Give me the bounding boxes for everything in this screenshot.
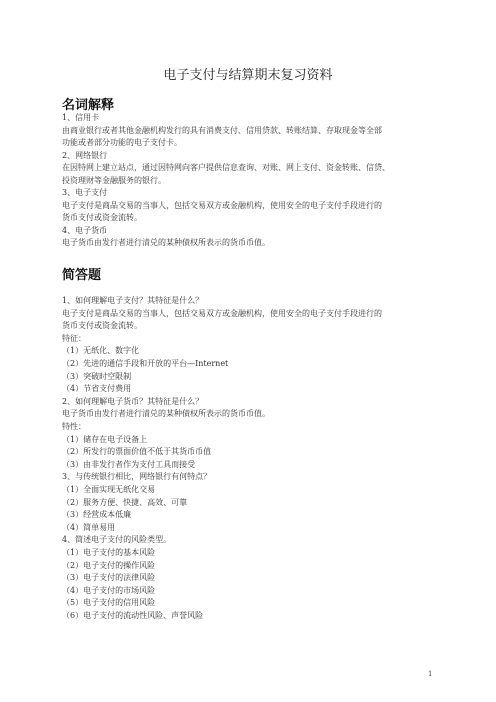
text-line: 功能或者部分功能的电子支付卡。 (62, 138, 182, 147)
text-line: 电子货币由发行者进行清兑的某种债权所表示的货币币值。 (62, 238, 270, 247)
text-line: 电子货币由发行者进行清兑的某种债权所表示的货币币值。 (62, 409, 270, 419)
text-line: 3、电子支付 (62, 188, 108, 197)
text-line: 2、如何理解电子货币？其特征是什么？ (62, 396, 204, 406)
text-line: 3、与传统银行相比，网络银行有何特点？ (62, 472, 212, 482)
text-line: 特征： (62, 333, 86, 343)
text-line: （2）先进的通信手段和开放的平台—Internet (62, 359, 229, 368)
section-heading-definitions: 名词解释 (62, 98, 115, 113)
text-line: （4）电子支付的市场风险 (62, 585, 156, 595)
text-line: 特性： (62, 422, 86, 431)
text-line: 投资理财等金融服务的银行。 (62, 175, 166, 185)
text-line: （3）由非发行者作为支付工具而接受 (62, 459, 196, 469)
text-line: 4、电子货币 (62, 225, 108, 235)
text-line: （5）电子支付的信用风险 (62, 598, 156, 608)
text-line: 在因特网上建立站点，通过因特网向客户提供信息查询、对账、网上支付、资金转账、信贷、 (62, 163, 390, 172)
text-line: 4、简述电子支付的风险类型。 (62, 535, 172, 545)
document-title: 电子支付与结算期末复习资料 (163, 68, 333, 83)
section-heading-short-answer: 简答题 (62, 268, 102, 283)
text-line: 货币支付或资金流转。 (62, 213, 142, 222)
text-line: （1）储存在电子设备上 (62, 434, 148, 444)
text-line: 电子支付是商品交易的当事人，包括交易双方或金融机构，使用安全的电子支付手段进行的 (62, 200, 382, 210)
text-line: 由商业银行或者其他金融机构发行的具有消费支付、信用贷款、转账结算、存取现金等全部 (62, 125, 382, 135)
text-line: （3）突破时空限制 (62, 371, 132, 381)
text-line: （1）无纸化、数字化 (62, 346, 140, 356)
text-line: （1）全面实现无纸化交易 (62, 485, 156, 494)
text-line: 电子支付是商品交易的当事人，包括交易双方或金融机构，使用安全的电子支付手段进行的 (62, 308, 382, 318)
page-number: 1 (428, 670, 433, 678)
text-line: （3）电子支付的法律风险 (62, 573, 156, 583)
text-line: （6）电子支付的流动性风险、声誉风险 (62, 611, 204, 620)
text-line: （3）经营成本低廉 (62, 510, 132, 520)
text-line: 2、网络银行 (62, 150, 108, 160)
text-line: （4）节省支付费用 (62, 384, 132, 394)
text-line: （2）所发行的票面价值不低于其货币币值 (62, 447, 212, 457)
text-line: （2）电子支付的操作风险 (62, 560, 156, 570)
text-line: （1）电子支付的基本风险 (62, 548, 156, 557)
text-line: 1、如何理解电子支付？其特征是什么？ (62, 296, 204, 305)
text-line: （2）服务方便、快捷、高效、可靠 (62, 497, 188, 507)
text-line: 1、信用卡 (62, 113, 100, 122)
text-line: （4）简单易用 (62, 522, 116, 532)
text-line: 货币支付或资金流转。 (62, 321, 142, 331)
